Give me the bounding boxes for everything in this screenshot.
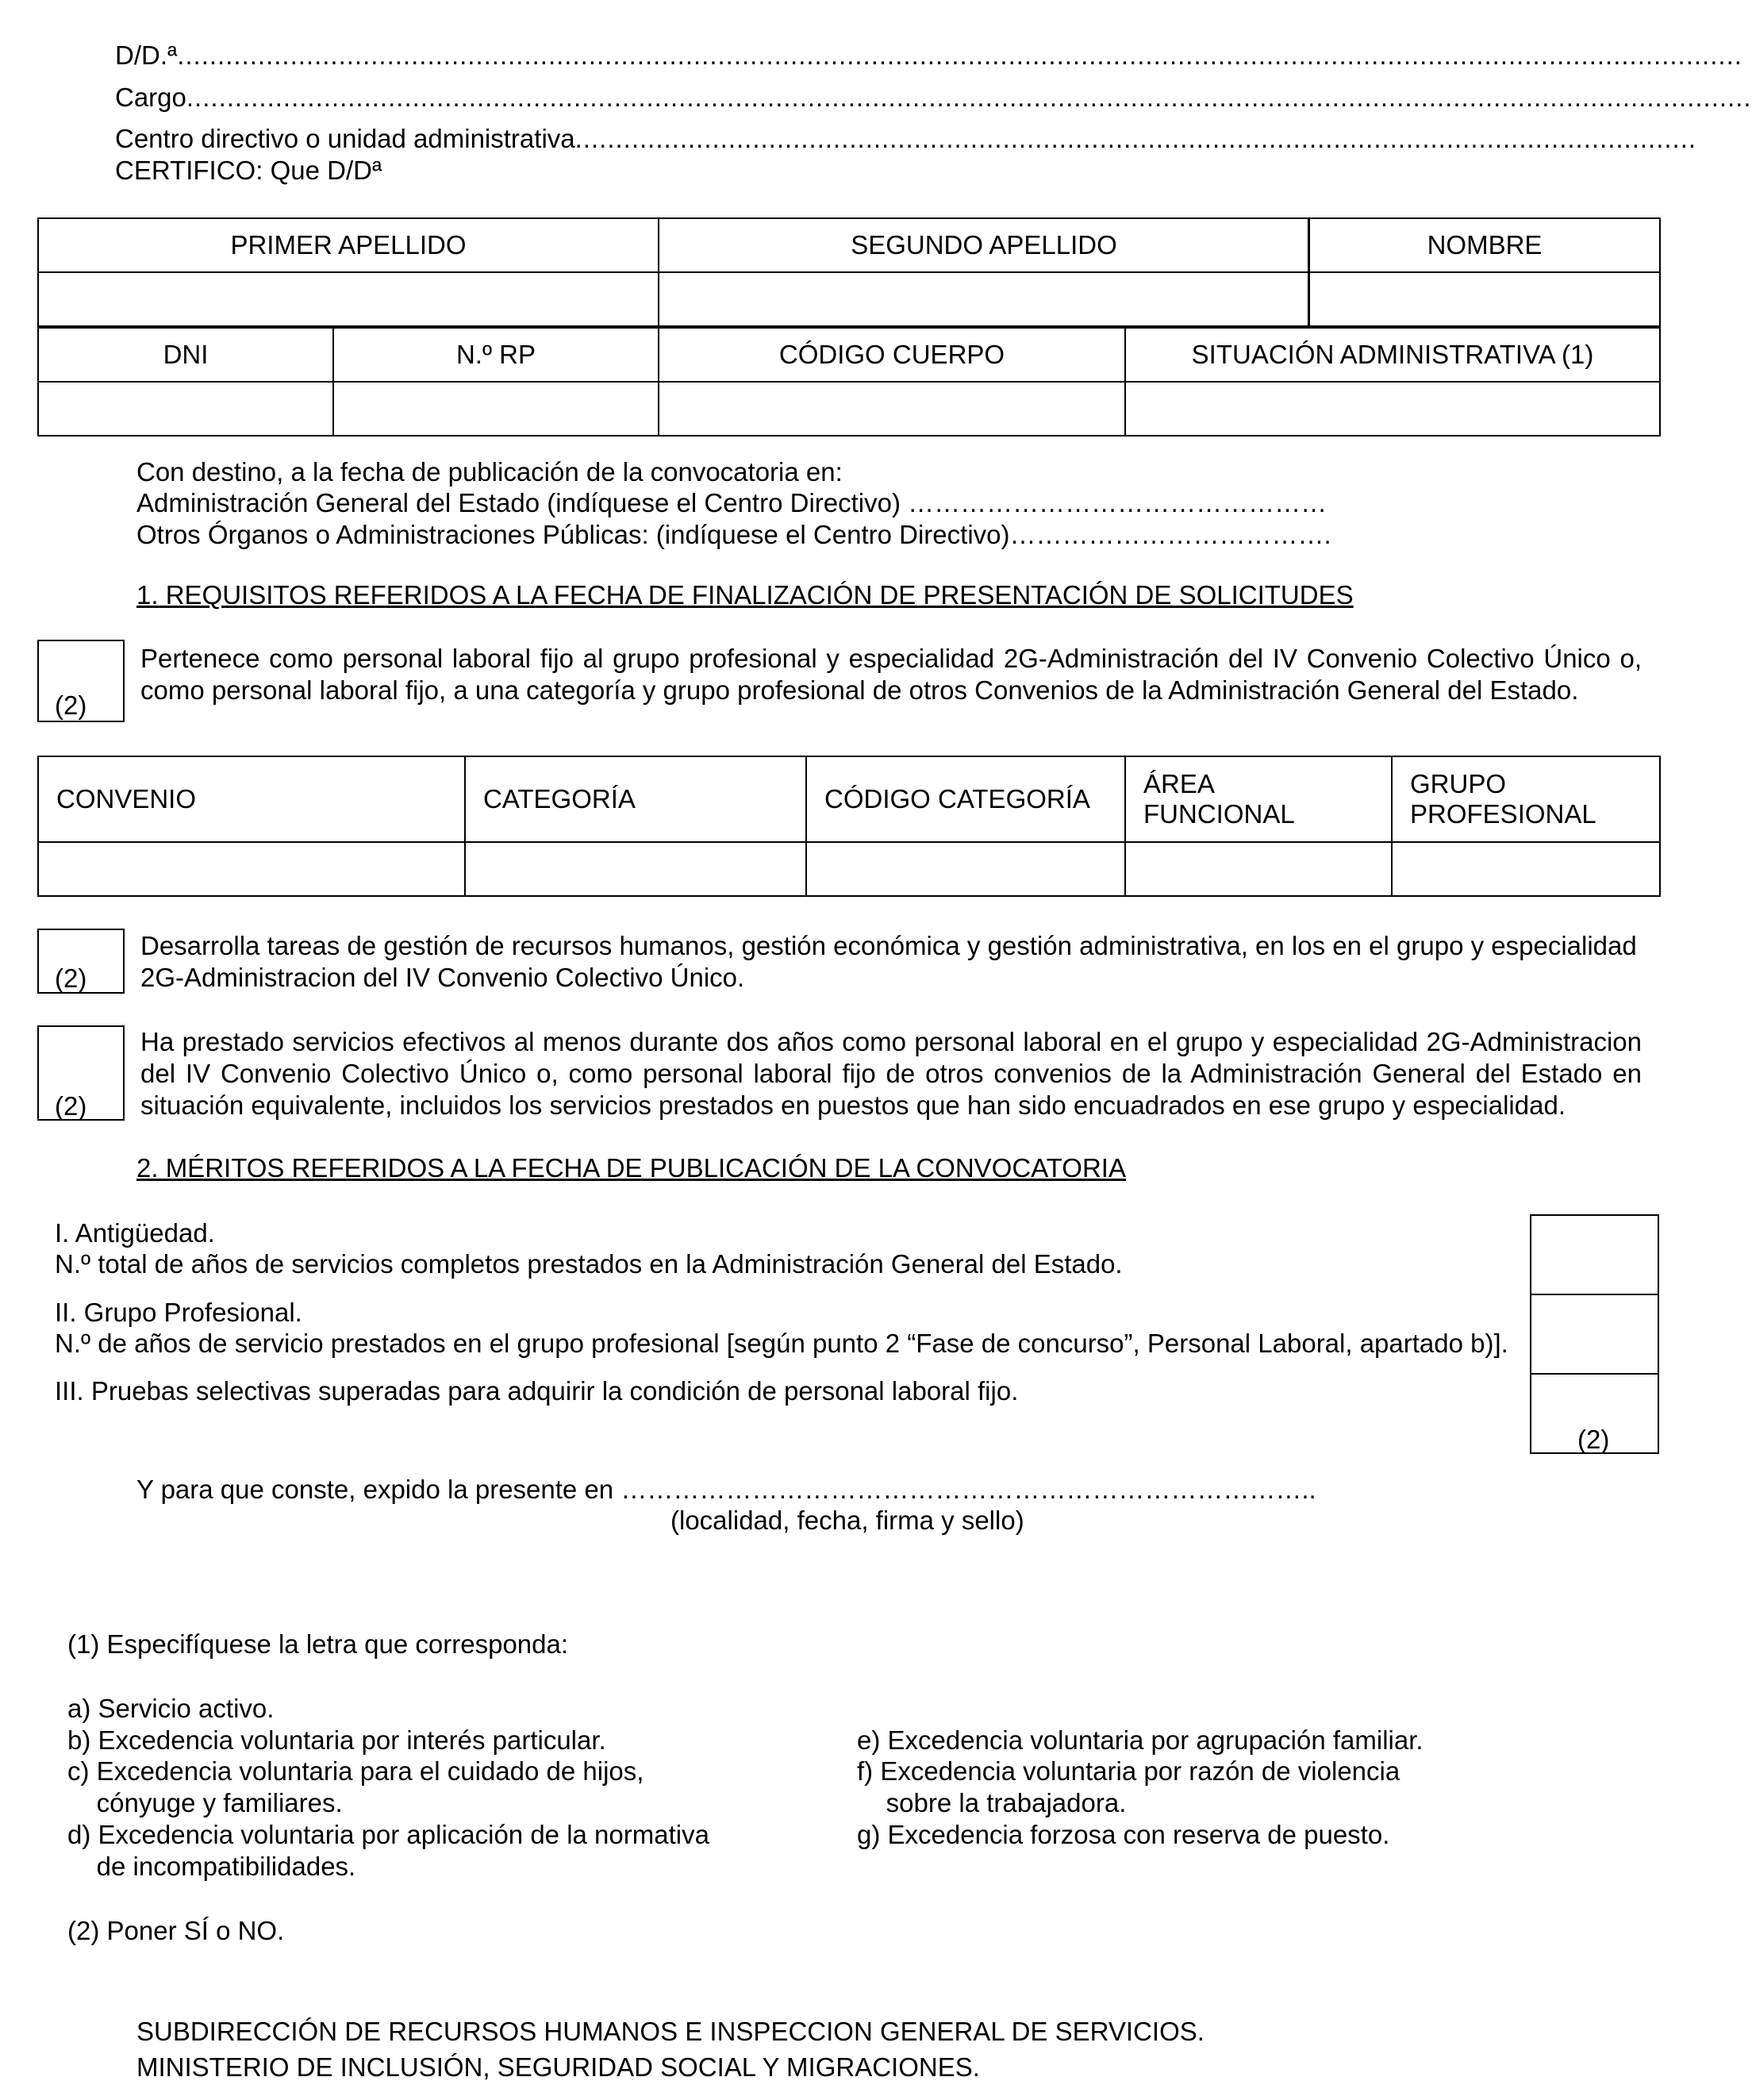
destino-line1: Con destino, a la fecha de publicación de la convocatoria en: [136, 457, 843, 487]
note1-title: (1) Especifíquese la letra que corresponda: [67, 1629, 569, 1659]
header-situacion-administrativa: SITUACIÓN ADMINISTRATIVA (1) [1125, 328, 1660, 382]
header-nombre: NOMBRE [1309, 218, 1660, 272]
note-e: e) Excedencia voluntaria por agrupación familiar. [857, 1725, 1424, 1755]
footer-ministerio: MINISTERIO DE INCLUSIÓN, SEGURIDAD SOCIAL Y MIGRACIONES. [136, 2052, 980, 2082]
segundo-apellido-field[interactable] [659, 272, 1309, 326]
dni-table [37, 327, 1661, 437]
cargo-line[interactable] [115, 82, 1752, 113]
dni-field[interactable] [38, 382, 333, 436]
codigo-categoria-field[interactable] [806, 842, 1125, 896]
req3-mark: (2) [55, 1091, 87, 1121]
note-d-cont: de incompatibilidades. [67, 1852, 356, 1881]
certifico-text: CERTIFICO: Que D/Dª [115, 156, 382, 185]
footer-subdireccion: SUBDIRECCIÓN DE RECURSOS HUMANOS E INSPECCION GENERAL DE SERVICIOS. [136, 2017, 1204, 2046]
header-codigo-cuerpo: CÓDIGO CUERPO [659, 328, 1125, 382]
merit3-mark: (2) [1577, 1425, 1610, 1454]
localidad-caption: (localidad, fecha, firma y sello) [670, 1506, 1024, 1535]
header-categoria: CATEGORÍA [465, 756, 806, 842]
note-f: f) Excedencia voluntaria por razón de violencia [857, 1756, 1400, 1786]
header-dni: DNI [38, 328, 333, 382]
dd-dots: .................................................................................................................................................................................................. [177, 40, 1742, 70]
categoria-field[interactable] [465, 842, 806, 896]
req3-text: Ha prestado servicios efectivos al menos durante dos años como personal laboral en el grupo y especialidad 2G-Administracion del IV Convenio Colectivo Único o, como personal laboral fijo de otros convenios de la Administración General del Estado en situación equivalente, incluidos los servicios prestados en puestos que han sido encuadrados en ese grupo y especialidad. [140, 1027, 1642, 1120]
codigo-cuerpo-field[interactable] [659, 382, 1125, 436]
note-f-cont: sobre la trabajadora. [857, 1788, 1127, 1817]
centro-label: Centro directivo o unidad administrativa [115, 124, 575, 153]
header-grupo-profesional: GRUPO PROFESIONAL [1392, 756, 1660, 842]
merit3-text: III. Pruebas selectivas superadas para adquirir la condición de personal laboral fijo. [55, 1376, 1019, 1406]
header-primer-apellido: PRIMER APELLIDO [38, 218, 659, 272]
header-codigo-categoria: CÓDIGO CATEGORÍA [806, 756, 1125, 842]
note2: (2) Poner SÍ o NO. [67, 1916, 285, 1945]
primer-apellido-field[interactable] [38, 272, 659, 326]
merit2-text: N.º de años de servicio prestados en el grupo profesional [según punto 2 “Fase de concurso”, Personal Laboral, apartado b)]. [55, 1329, 1508, 1358]
req2-text: Desarrolla tareas de gestión de recursos humanos, gestión económica y gestión administrativa, en los en el grupo y especialidad 2G-Administracion del IV Convenio Colectivo Único. [140, 931, 1637, 992]
nombre-field[interactable] [1309, 272, 1660, 326]
section2-title: 2. MÉRITOS REFERIDOS A LA FECHA DE PUBLICACIÓN DE LA CONVOCATORIA [136, 1153, 1126, 1183]
situacion-field[interactable] [1125, 382, 1660, 436]
convenio-field[interactable] [38, 842, 465, 896]
dd-label: D/D.ª [115, 40, 178, 70]
note-d: d) Excedencia voluntaria por aplicación de la normativa [67, 1820, 709, 1849]
destino-line3: Otros Órganos o Administraciones Públicas: (indíquese el Centro Directivo)………………………………. [136, 520, 1331, 549]
note-a: a) Servicio activo. [67, 1694, 275, 1723]
convenio-table [37, 756, 1661, 897]
merit1-title: I. Antigüedad. [55, 1218, 215, 1248]
destino-line2: Administración General del Estado (indíquese el Centro Directivo) ………………………………………… [136, 488, 1327, 517]
nrp-field[interactable] [333, 382, 659, 436]
section1-title: 1. REQUISITOS REFERIDOS A LA FECHA DE FINALIZACIÓN DE PRESENTACIÓN DE SOLICITUDES [136, 580, 1354, 610]
header-segundo-apellido: SEGUNDO APELLIDO [659, 218, 1309, 272]
header-convenio: CONVENIO [38, 756, 465, 842]
merit1-text: N.º total de años de servicios completos prestados en la Administración General del Estado. [55, 1249, 1123, 1279]
note-g: g) Excedencia forzosa con reserva de puesto. [857, 1820, 1390, 1849]
nombre-divider [1308, 217, 1309, 327]
dd-line[interactable] [115, 40, 1742, 71]
header-nrp: N.º RP [333, 328, 659, 382]
note-c: c) Excedencia voluntaria para el cuidado de hijos, [67, 1756, 644, 1786]
cargo-dots: .................................................................................................................................................................................................. [186, 83, 1752, 112]
area-funcional-field[interactable] [1125, 842, 1392, 896]
cargo-label: Cargo [115, 83, 186, 112]
merit2-title: II. Grupo Profesional. [55, 1298, 302, 1327]
note-b: b) Excedencia voluntaria por interés particular. [67, 1725, 606, 1755]
merit2-box[interactable] [1530, 1294, 1659, 1375]
req1-text: Pertenece como personal laboral fijo al grupo profesional y especialidad 2G-Administración del IV Convenio Colectivo Único o, como personal laboral fijo, a una categoría y grupo profesional de otros Convenios de la Administración General del Estado. [140, 644, 1642, 705]
identity-table [37, 217, 1661, 327]
expido-line[interactable]: Y para que conste, expido la presente en …………………………………………………………………….. [136, 1475, 1316, 1504]
centro-line[interactable] [115, 123, 1697, 155]
merit1-box[interactable] [1530, 1214, 1659, 1295]
note-c-cont: cónyuge y familiares. [67, 1788, 343, 1817]
req2-mark: (2) [55, 963, 87, 993]
req1-mark: (2) [55, 690, 87, 720]
header-area-funcional: ÁREA FUNCIONAL [1125, 756, 1392, 842]
centro-dots: ........................................................................................................................................... [574, 124, 1697, 153]
grupo-profesional-field[interactable] [1392, 842, 1660, 896]
